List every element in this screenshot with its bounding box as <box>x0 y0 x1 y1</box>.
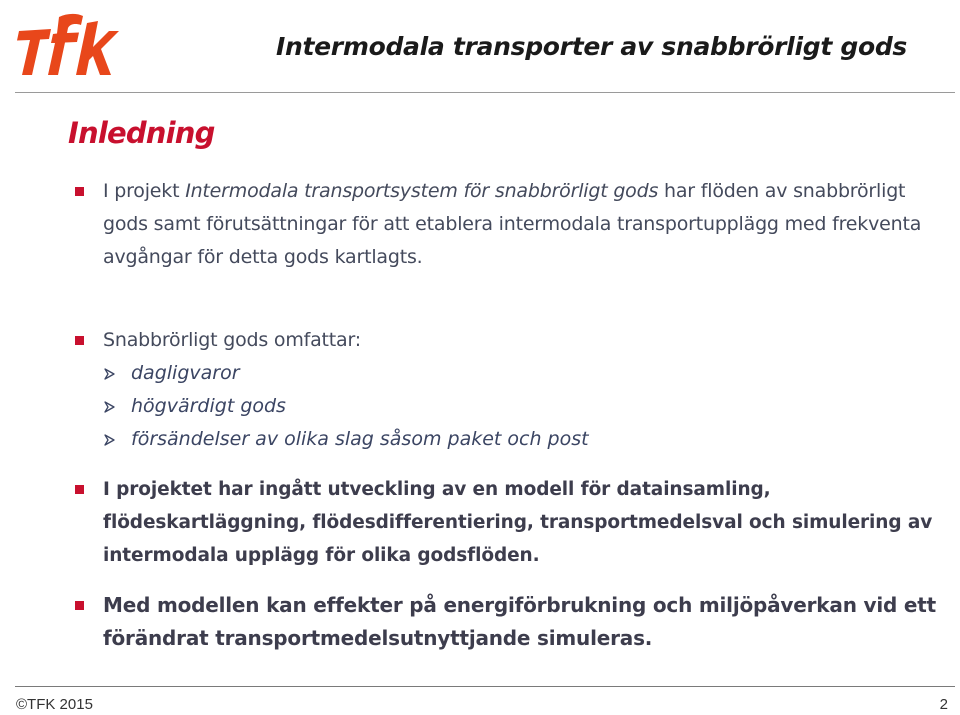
square-bullet-icon <box>75 187 84 196</box>
header-divider <box>15 92 955 93</box>
project-name: Intermodala transportsystem för snabbrörligt gods <box>185 180 659 202</box>
arrowhead-bullet-icon <box>104 434 115 446</box>
page-number: 2 <box>939 696 948 713</box>
square-bullet-icon <box>75 336 84 345</box>
section-heading: Inledning <box>68 116 215 150</box>
sub-item-hogvardigt-gods <box>131 390 286 423</box>
slide-title: Intermodala transporter av snabbrörligt gods <box>276 32 908 61</box>
sub-item-forsandelser <box>131 423 589 456</box>
bullet-text: I projektet har ingått utveckling av en modell för datainsamling, flödeskartläggning, flödesdifferentiering, transportmedelsval och simulering av intermodala upplägg för olika godsflöden. <box>103 479 933 566</box>
footer-divider <box>15 686 955 687</box>
bullet-project-intro <box>103 175 943 274</box>
square-bullet-icon <box>75 601 84 610</box>
bullet-text: Snabbrörligt gods omfattar: <box>103 329 361 351</box>
footer-copyright: ©TFK 2015 <box>16 696 93 713</box>
arrowhead-bullet-icon <box>104 401 115 413</box>
arrowhead-bullet-icon <box>104 368 115 380</box>
bullet-goods-scope <box>103 324 943 357</box>
bullet-model-development <box>103 473 943 572</box>
sub-item-dagligvaror <box>131 357 240 390</box>
bullet-model-effects <box>103 589 943 655</box>
sub-item-label: försändelser av olika slag såsom paket och post <box>131 428 589 450</box>
bullet-text-post: har flöden av snabbrörligt gods samt förutsättningar för att etablera intermodala transportupplägg med frekventa avgångar för detta gods kartlagts. <box>103 180 922 268</box>
bullet-text-pre: I projekt <box>103 180 186 202</box>
bullet-text: Med modellen kan effekter på energiförbrukning och miljöpåverkan vid ett förändrat transportmedelsutnyttjande simuleras. <box>103 593 936 650</box>
sub-item-label: dagligvaror <box>131 362 240 384</box>
tfk-logo <box>15 9 119 81</box>
square-bullet-icon <box>75 485 84 494</box>
sub-item-label: högvärdigt gods <box>131 395 286 417</box>
